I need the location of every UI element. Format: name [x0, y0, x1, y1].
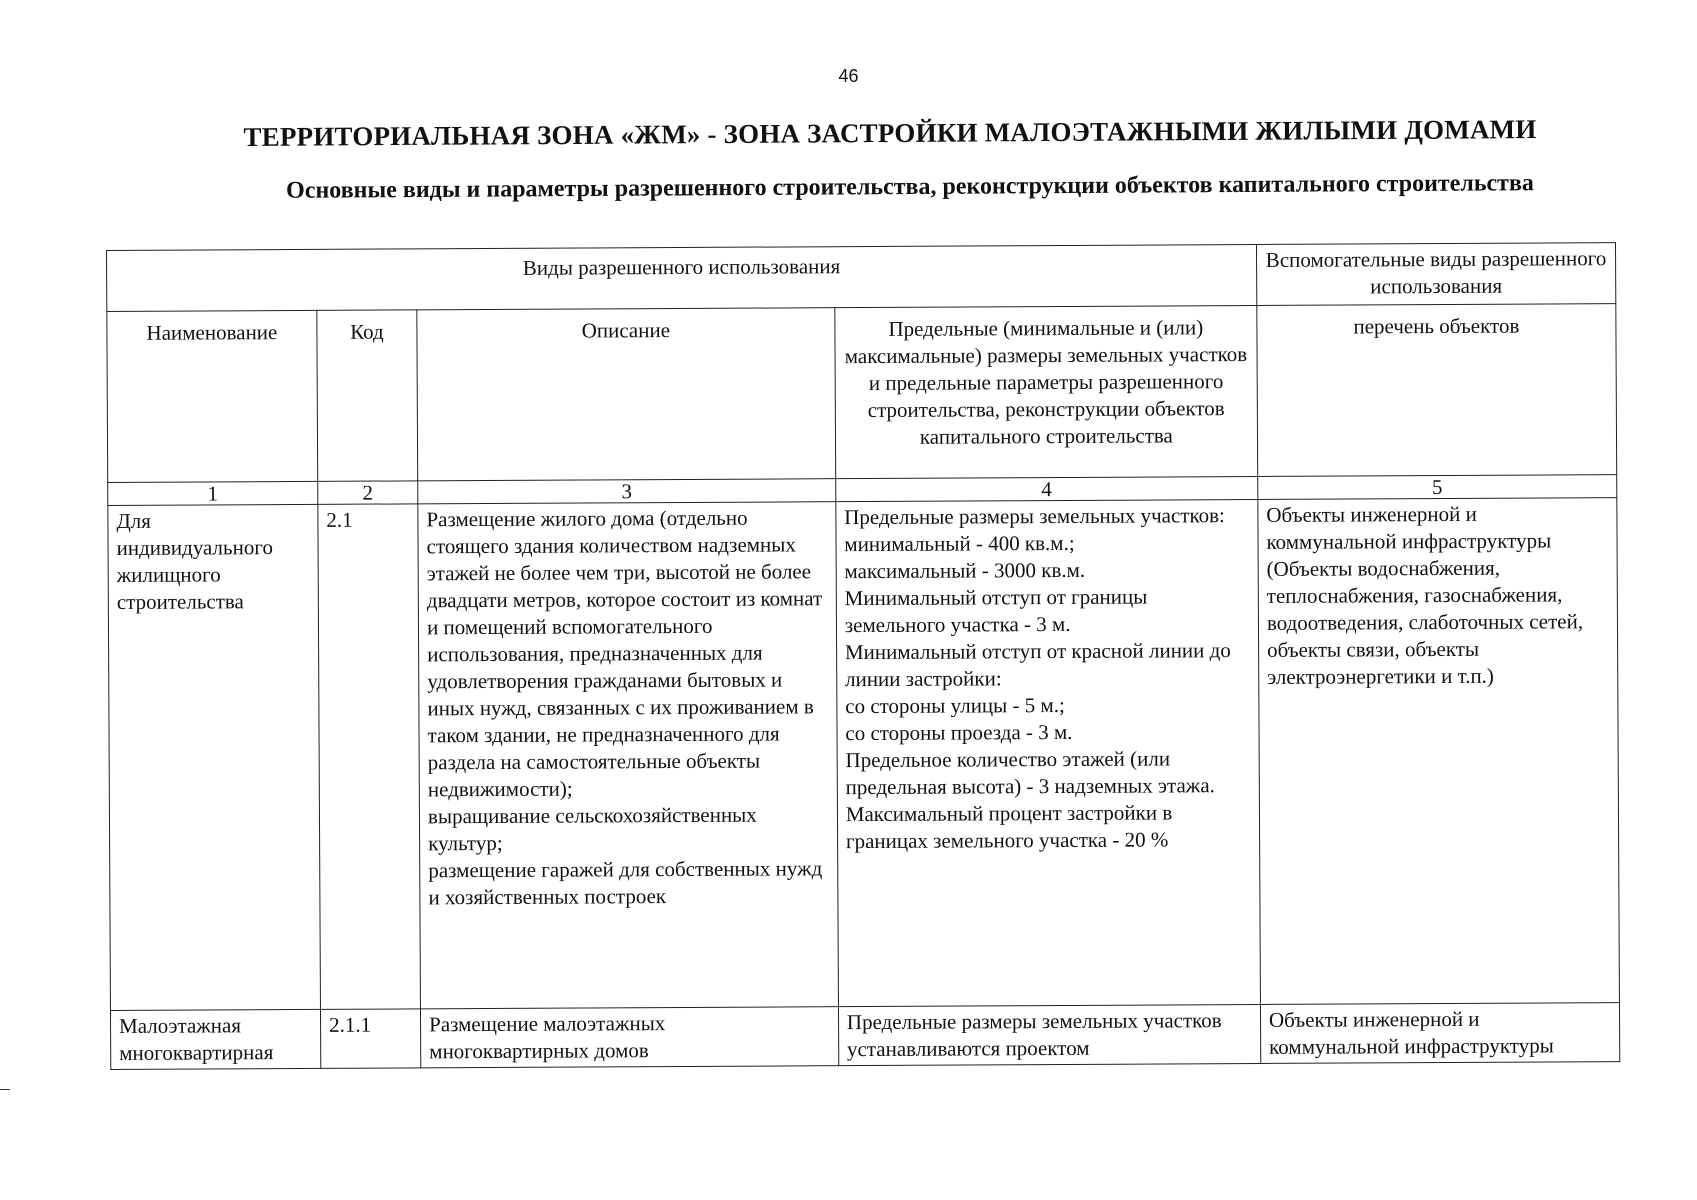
description-line: размещение гаражей для собственных нужд и хозяйственных построек — [428, 856, 823, 910]
parameter-line: Минимальный отступ от красной линии до линии застройки: — [844, 638, 1231, 692]
row-name: Малоэтажная многоквартирная — [110, 1009, 320, 1069]
column-header-description: Описание — [417, 308, 836, 481]
column-number: 2 — [318, 481, 418, 505]
regulations-table — [106, 242, 1620, 1070]
column-number: 1 — [108, 481, 318, 505]
row-name: Для индивидуального жилищного строительства — [108, 504, 321, 1010]
table-group-header-row — [107, 243, 1616, 312]
parameter-line: Предельные размеры земельных участков: — [844, 503, 1225, 530]
table-column-header-row — [107, 304, 1617, 483]
parameter-line: Предельные размеры земельных участков устанавливаются проектом — [846, 1008, 1222, 1062]
description-line: выращивание сельскохозяйственных культур; — [427, 802, 757, 856]
parameter-line: со стороны улицы - 5 м.; — [845, 692, 1065, 719]
parameter-line: минимальный - 400 кв.м.; — [844, 530, 1075, 557]
column-header-parameters: Предельные (минимальные и (или) максимальные) размеры земельных участков и предельные параметры разрешенного строительства, реконструкции объектов капитального строительства — [835, 305, 1258, 478]
parameter-line: Максимальный процент застройки в границах земельного участка - 20 % — [845, 800, 1173, 854]
parameter-line: Предельное количество этажей (или предельная высота) - 3 надземных этажа. — [845, 746, 1215, 800]
column-header-code: Код — [317, 310, 418, 482]
table-row — [110, 1003, 1619, 1070]
parameter-line: максимальный - 3000 кв.м. — [844, 557, 1086, 584]
table-row — [108, 498, 1620, 1011]
row-parameters — [836, 499, 1261, 1006]
column-header-objects: перечень объектов — [1257, 304, 1617, 477]
page-number: 46 — [838, 66, 859, 86]
section-title: Основные виды и параметры разрешенного строительства, реконструкции объектов капитального строительства — [286, 170, 1534, 204]
row-auxiliary: Объекты инженерной и коммунальной инфраструктуры — [1260, 1003, 1619, 1064]
parameter-line: Минимальный отступ от границы земельного участка - 3 м. — [844, 584, 1148, 638]
row-code: 2.1.1 — [320, 1009, 420, 1069]
parameter-line: со стороны проезда - 3 м. — [845, 719, 1073, 746]
column-header-name: Наименование — [107, 310, 318, 482]
row-parameters — [838, 1004, 1260, 1065]
column-number: 3 — [418, 479, 836, 504]
row-code: 2.1 — [318, 504, 421, 1010]
row-description — [418, 502, 838, 1009]
row-description — [421, 1007, 839, 1068]
group-header: Виды разрешенного использования — [107, 244, 1257, 311]
row-auxiliary: Объекты инженерной и коммунальной инфраструктуры (Объекты водоснабжения, теплоснабжения, газоснабжения, водоотведения, слаботочных сетей, объекты связи, объекты электроэнергетики и т.п.) — [1258, 498, 1620, 1005]
aux-header: Вспомогательные виды разрешенного использования — [1256, 243, 1615, 306]
margin-mark — [0, 1089, 10, 1090]
zone-title: ТЕРРИТОРИАЛЬНАЯ ЗОНА «ЖМ» - ЗОНА ЗАСТРОЙКИ МАЛОЭТАЖНЫМИ ЖИЛЫМИ ДОМАМИ — [243, 114, 1537, 152]
description-line: Размещение малоэтажных многоквартирных домов — [429, 1011, 666, 1064]
column-number: 4 — [836, 476, 1258, 501]
column-number: 5 — [1258, 475, 1617, 500]
description-line: Размещение жилого дома (отдельно стоящего здания количеством надземных этажей не более чем три, высотой не более двадцати метров, которое состоит из комнат и помещений вспомогательного использования, предназначенных для удовлетворения гражданами бытовых и иных нужд, связанных с их проживанием в таком здании, не предназначенного для раздела на самостоятельные объекты недвижимости); — [426, 505, 823, 802]
